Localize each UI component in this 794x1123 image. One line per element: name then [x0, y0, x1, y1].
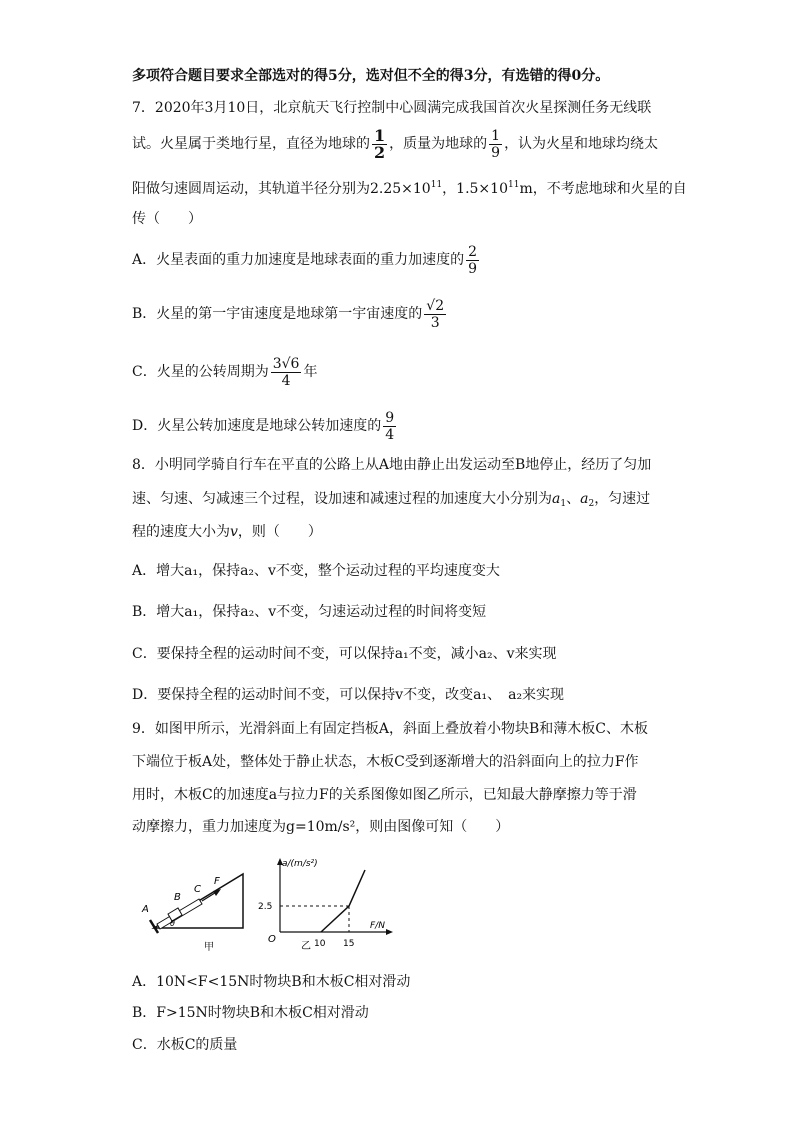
q8-line-2: 速、匀速、匀减速三个过程，设加速和减速过程的加速度大小分别为$a_1$、$a_2$，匀速过: [132, 491, 651, 509]
q9-line-1: 9．如图甲所示，光滑斜面上有固定挡板A，斜面上叠放着小物块B和薄木板C、木板: [132, 721, 649, 737]
fraction: $\frac{9}{4}$: [385, 409, 395, 443]
q7-option-c: C．火星的公转周期为 $\frac{3√6}{4}$ 年: [132, 355, 318, 389]
q8-option-c: C．要保持全程的运动时间不变，可以保持a₁不变，减小a₂、v来实现: [132, 646, 557, 662]
caption-yi: 乙: [301, 941, 311, 952]
label-a: A: [142, 904, 149, 915]
label-c: C: [194, 884, 201, 895]
caption-jia: 甲: [204, 942, 214, 953]
tick-10: 10: [314, 939, 326, 949]
q7-option-d: D．火星公转加速度是地球公转加速度的 $\frac{9}{4}$: [132, 409, 395, 443]
figure-yi-graph: [255, 850, 405, 960]
fraction: $\frac{3√6}{4}$: [272, 355, 300, 389]
q7-line-1: 7．2020年3月10日，北京航天飞行控制中心圆满完成我国首次火星探测任务无线联: [132, 100, 652, 116]
q9-option-b: B．F>15N时物块B和木板C相对滑动: [132, 1005, 369, 1021]
label-f: F: [214, 876, 220, 887]
a-f-line: [321, 870, 365, 932]
q9-line-4: 动摩擦力，重力加速度为g=10m/s²，则由图像可知（ ）: [132, 819, 510, 835]
fraction-one-ninth: $\frac{1}{9}$: [491, 127, 501, 161]
q8-option-d: D．要保持全程的运动时间不变，可以保持v不变，改变a₁、 a₂来实现: [132, 687, 565, 703]
label-theta: θ: [170, 919, 175, 928]
tick-15: 15: [343, 939, 355, 949]
q9-line-2: 下端位于板A处，整体处于静止状态，木板C受到逐渐增大的沿斜面向上的拉力F作: [132, 754, 639, 770]
section-header: 多项符合题目要求全部选对的得5分，选对但不全的得3分，有选错的得0分。: [132, 68, 610, 84]
q7-text: ，质量为地球的: [389, 136, 488, 152]
label-b: B: [174, 892, 181, 903]
q7-line-2: [132, 126, 658, 162]
q7-line-3: 阳做匀速圆周运动，其轨道半径分别为$2.25\times 10^{11}$，$1.5\times 10^{11}m$，不考虑地球和火星的自: [132, 180, 687, 197]
q9-option-c: C．水板C的质量: [132, 1037, 238, 1053]
fraction: $\frac{√2}{3}$: [426, 297, 445, 331]
q7-option-a: A．火星表面的重力加速度是地球表面的重力加速度的 $\frac{2}{9}$: [132, 243, 478, 277]
q7-text: ，认为火星和地球均绕太: [504, 136, 659, 152]
q8-option-a: A．增大a₁，保持a₂、v不变，整个运动过程的平均速度变大: [132, 563, 500, 579]
tick-2-5: 2.5: [258, 902, 273, 912]
fraction-one-half: $\frac{1}{2}$: [374, 125, 386, 162]
y-axis-label: a/(m/s²): [282, 859, 318, 869]
x-axis-arrow: [386, 929, 393, 935]
q7-line-4: 传（ ）: [132, 211, 202, 227]
figure-jia-incline: [136, 856, 256, 956]
q7-option-b: B．火星的第一宇宙速度是地球第一宇宙速度的 $\frac{√2}{3}$: [132, 297, 445, 331]
q8-line-3: 程的速度大小为v，则（ ）: [132, 524, 322, 540]
q9-option-a: A．10N<F<15N时物块B和木板C相对滑动: [132, 974, 411, 990]
q7-text: 试。火星属于类地行星，直径为地球的: [132, 136, 370, 152]
fraction: $\frac{2}{9}$: [468, 243, 478, 277]
origin-label: O: [268, 934, 276, 945]
q8-line-1: 8．小明同学骑自行车在平直的公路上从A地由静止出发运动至B地停止，经历了匀加: [132, 457, 652, 473]
q9-line-3: 用时，木板C的加速度a与拉力F的关系图像如图乙所示，已知最大静摩擦力等于滑: [132, 787, 637, 803]
arrow-head: [213, 889, 221, 896]
q8-option-b: B．增大a₁，保持a₂、v不变，匀速运动过程的时间将变短: [132, 604, 487, 620]
x-axis-label: F/N: [370, 921, 385, 931]
